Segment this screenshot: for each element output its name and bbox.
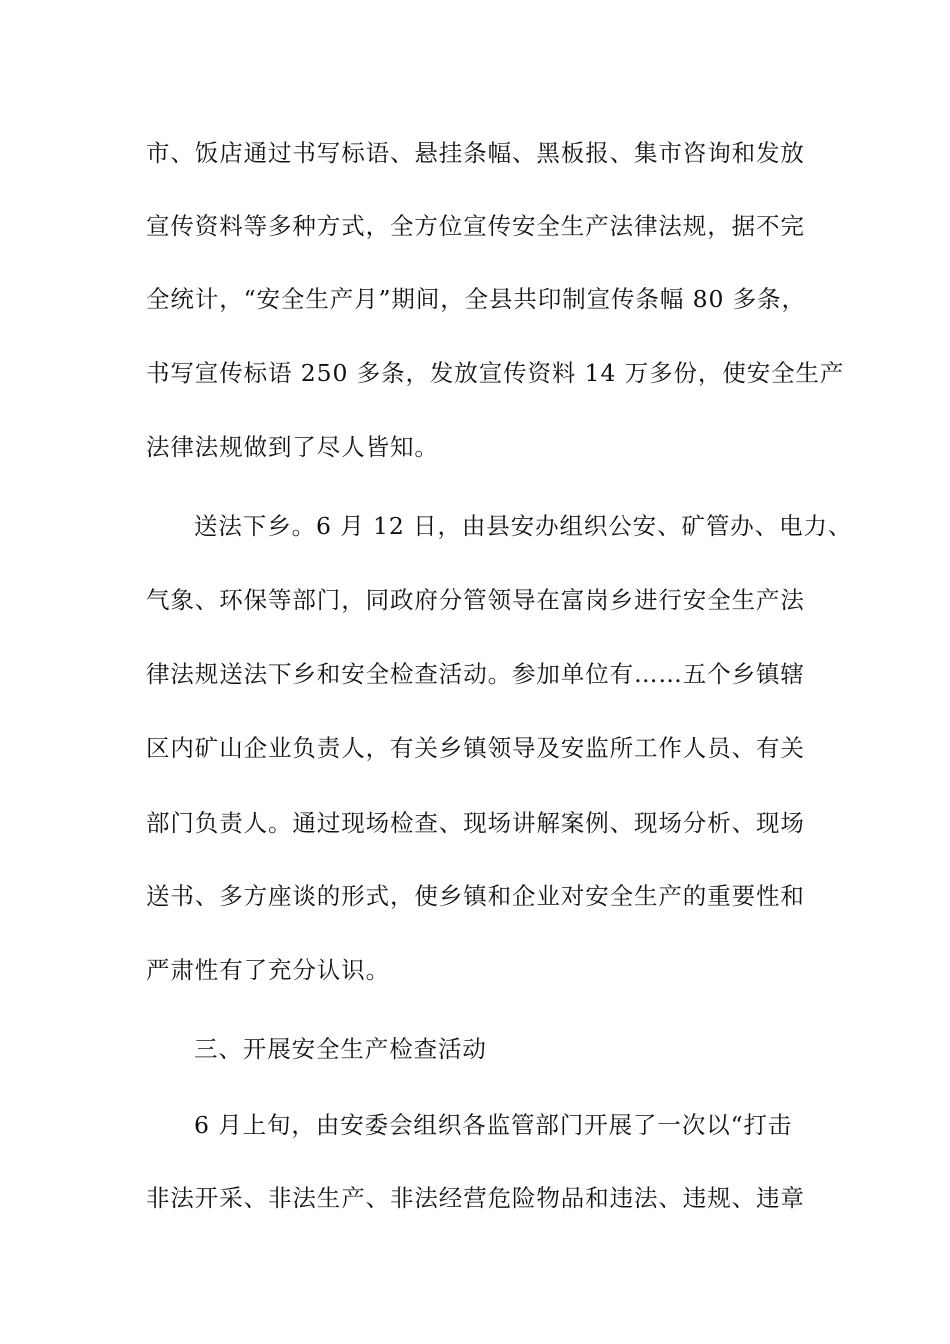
paragraph-line: 全统计，“安全生产月”期间，全县共印制宣传条幅 80 多条， <box>146 285 806 313</box>
paragraph-line: 宣传资料等多种方式，全方位宣传安全生产法律法规，据不完 <box>146 212 805 240</box>
paragraph-line: 律法规送法下乡和安全检查活动。参加单位有……五个乡镇辖 <box>146 660 805 688</box>
paragraph-line: 送书、多方座谈的形式，使乡镇和企业对安全生产的重要性和 <box>146 882 805 910</box>
paragraph-line: 6 月上旬，由安委会组织各监管部门开展了一次以“打击 <box>194 1111 793 1139</box>
paragraph-line: 部门负责人。通过现场检查、现场讲解案例、现场分析、现场 <box>146 809 805 837</box>
paragraph-line: 书写宣传标语 250 多条，发放宣传资料 14 万多份，使安全生产 <box>146 359 845 387</box>
section-heading: 三、开展安全生产检查活动 <box>194 1035 487 1063</box>
paragraph-line: 法律法规做到了尽人皆知。 <box>146 433 439 461</box>
paragraph-line: 送法下乡。6 月 12 日，由县安办组织公安、矿管办、电力、 <box>194 512 853 540</box>
paragraph-line: 严肃性有了充分认识。 <box>146 956 390 984</box>
paragraph-line: 市、饭店通过书写标语、悬挂条幅、黑板报、集市咨询和发放 <box>146 139 805 167</box>
paragraph-line: 气象、环保等部门，同政府分管领导在富岗乡进行安全生产法 <box>146 586 805 614</box>
paragraph-line: 非法开采、非法生产、非法经营危险物品和违法、违规、违章 <box>146 1184 805 1212</box>
paragraph-line: 区内矿山企业负责人，有关乡镇领导及安监所工作人员、有关 <box>146 734 805 762</box>
